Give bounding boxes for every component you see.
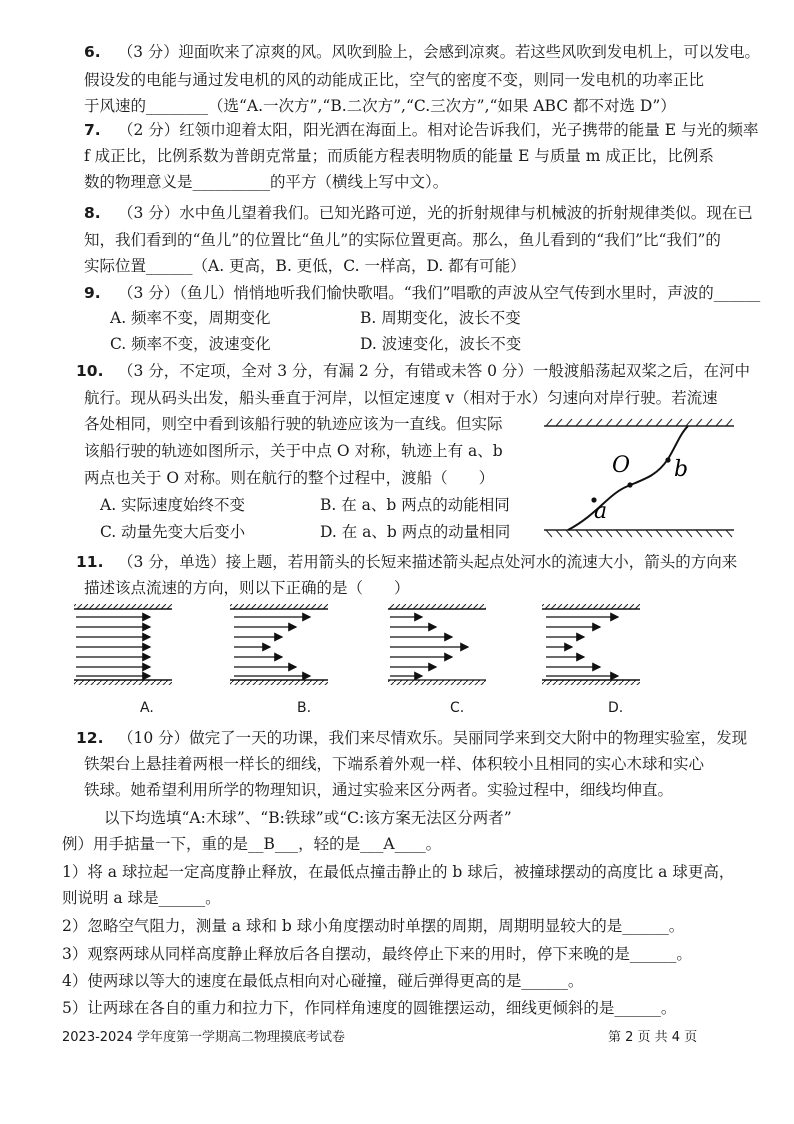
- q12-sub-1b: 则说明 a 球是______。: [62, 889, 221, 907]
- footer-title: 2023-2024 学年度第一学期高二物理摸底考试卷: [62, 1030, 345, 1045]
- q8-line-1: （3 分）水中鱼儿望着我们。已知光路可逆，光的折射规律与机械波的折射规律类似。现在已: [118, 204, 753, 222]
- far-bank: [544, 419, 734, 426]
- q6-line-3: 于风速的________（选“A.一次方”,“B.二次方”,“C.三次方”,“如果 ABC 都不对选 D”）: [84, 97, 676, 115]
- point-b: [665, 457, 670, 462]
- flow-label-a: A.: [140, 700, 154, 716]
- point-o: [627, 482, 632, 487]
- q12-example: 例）用手掂量一下，重的是__B___，轻的是___A____。: [62, 835, 442, 853]
- boat-trajectory-figure: [538, 414, 738, 544]
- q12-line-4: 以下均选填“A:木球”、“B:铁球”或“C:该方案无法区分两者”: [104, 809, 512, 827]
- q10-line-5: 两点也关于 O 对称。则在航行的整个过程中，渡船（ ）: [84, 469, 495, 487]
- flow-option-b: [230, 604, 328, 685]
- q6-number: 6.: [84, 43, 101, 61]
- flow-options-figure: [70, 604, 750, 694]
- q11-line-1: （3 分，单选）接上题，若用箭头的长短来描述箭头起点处河水的流速大小，箭头的方向来: [118, 553, 738, 571]
- q8-line-3: 实际位置______（A. 更高，B. 更低，C. 一样高，D. 都有可能）: [84, 257, 526, 275]
- q9-line-1: （3 分）（鱼儿）悄悄地听我们愉快歌唱。“我们”唱歌的声波从空气传到水里时，声波的______: [118, 284, 761, 302]
- trajectory-curve: [568, 426, 688, 530]
- q6-line-1: （3 分）迎面吹来了凉爽的风。风吹到脸上，会感到凉爽。若这些风吹到发电机上，可以发电。: [118, 43, 760, 61]
- footer-page-number: 第 2 页 共 4 页: [608, 1030, 698, 1045]
- flow-label-c: C.: [450, 700, 465, 716]
- q12-line-1: （10 分）做完了一天的功课，我们来尽情欢乐。吴丽同学来到交大附中的物理实验室，发现: [118, 729, 748, 747]
- q12-number: 12.: [76, 729, 104, 747]
- q10-number: 10.: [76, 362, 104, 380]
- flow-option-d: [542, 604, 640, 685]
- q10-option-a: A. 实际速度始终不变: [100, 496, 246, 514]
- q8-line-2: 知，我们看到的“鱼儿”的位置比“鱼儿”的实际位置更高。那么，鱼儿看到的“我们”比“我们”的: [84, 231, 721, 249]
- q12-line-2: 铁架台上悬挂着两根一样长的细线，下端系着外观一样、体积较小且相同的实心木球和实心: [84, 755, 705, 773]
- q10-line-2: 航行。现从码头出发，船头垂直于河岸，以恒定速度 v（相对于水）匀速向对岸行驶。若流速: [84, 389, 718, 407]
- q7-line-2: f 成正比，比例系数为普朗克常量；而质能方程表明物质的能量 E 与质量 m 成正比，比例系: [84, 147, 714, 165]
- q10-line-4: 该船行驶的轨迹如图所示，关于中点 O 对称，轨迹上有 a、b: [84, 442, 503, 460]
- q8-number: 8.: [84, 204, 101, 222]
- q9-option-d: D. 波速变化，波长不变: [360, 335, 522, 353]
- q12-sub-2: 2）忽略空气阻力，测量 a 球和 b 球小角度摆动时单摆的周期，周期明显较大的是______。: [62, 917, 685, 935]
- label-o: O: [612, 453, 631, 478]
- near-bank: [544, 530, 734, 537]
- q9-option-b: B. 周期变化，波长不变: [360, 309, 521, 327]
- q9-option-c: C. 频率不变，波速变化: [110, 335, 271, 353]
- q7-line-3: 数的物理意义是__________的平方（横线上写中文）。: [84, 173, 449, 191]
- q10-line-3: 各处相同，则空中看到该船行驶的轨迹应该为一直线。但实际: [84, 415, 503, 433]
- label-a: a: [594, 499, 608, 524]
- q10-option-d: D. 在 a、b 两点的动量相同: [320, 523, 511, 541]
- q10-option-b: B. 在 a、b 两点的动能相同: [320, 496, 510, 514]
- flow-label-d: D.: [608, 700, 624, 716]
- q10-line-1: （3 分，不定项，全对 3 分，有漏 2 分，有错或未答 0 分）一般渡船荡起双桨之后，在河中: [118, 362, 750, 380]
- q12-sub-3: 3）观察两球从同样高度静止释放后各自摆动，最终停止下来的用时，停下来晚的是______。: [62, 945, 692, 963]
- q12-sub-1a: 1）将 a 球拉起一定高度静止释放，在最低点撞击静止的 b 球后，被撞球摆动的高度比 a 球更高，: [62, 863, 735, 881]
- q12-sub-5: 5）让两球在各自的重力和拉力下，作同样角速度的圆锥摆运动，细线更倾斜的是______。: [62, 999, 677, 1017]
- flow-option-c: [388, 604, 486, 685]
- q10-option-c: C. 动量先变大后变小: [100, 523, 246, 541]
- flow-label-b: B.: [297, 700, 312, 716]
- q9-option-a: A. 频率不变，周期变化: [110, 309, 271, 327]
- q12-sub-4: 4）使两球以等大的速度在最低点相向对心碰撞，碰后弹得更高的是______。: [62, 972, 584, 990]
- q12-line-3: 铁球。她希望利用所学的物理知识，通过实验来区分两者。实验过程中，细线均伸直。: [84, 781, 674, 799]
- q11-number: 11.: [76, 553, 104, 571]
- q7-number: 7.: [84, 121, 101, 139]
- flow-option-a: [74, 604, 172, 685]
- label-b: b: [674, 457, 689, 482]
- q6-line-2: 假设发的电能与通过发电机的风的动能成正比，空气的密度不变，则同一发电机的功率正比: [84, 71, 705, 89]
- q7-line-1: （2 分）红领巾迎着太阳，阳光洒在海面上。相对论告诉我们，光子携带的能量 E 与光的频率: [118, 121, 759, 139]
- q11-line-2: 描述该点流速的方向，则以下正确的是（ ）: [84, 579, 410, 597]
- q9-number: 9.: [84, 284, 101, 302]
